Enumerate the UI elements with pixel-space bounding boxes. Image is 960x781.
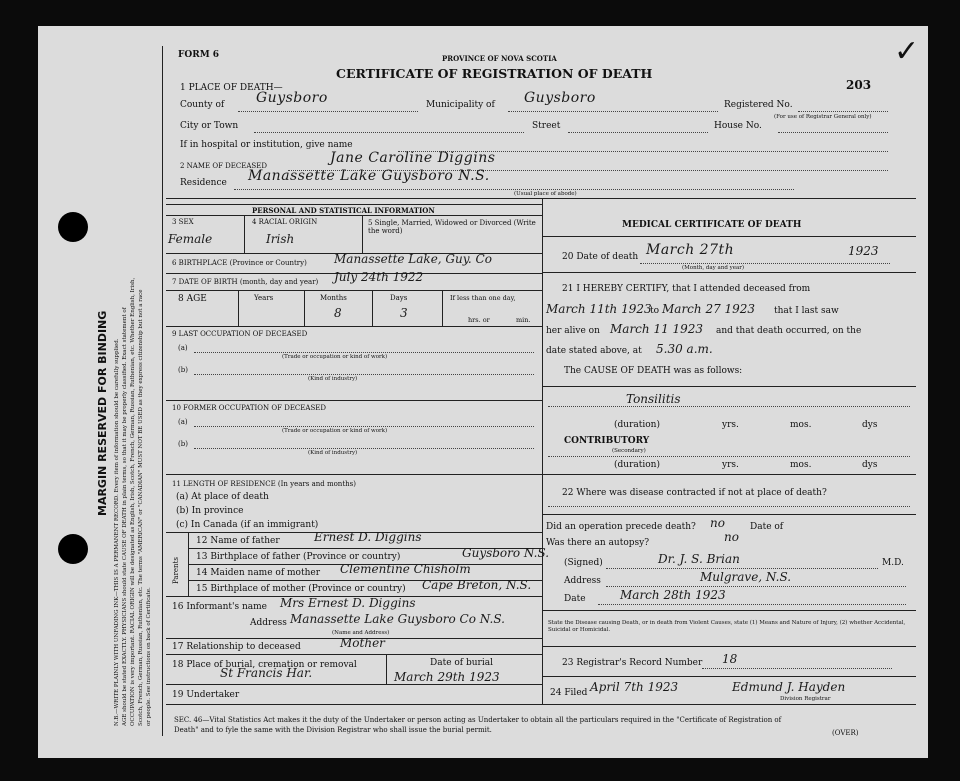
residence-in-canada: (c) In Canada (if an immigrant) xyxy=(176,520,319,530)
certificate-sheet xyxy=(38,26,928,758)
margin-heading: MARGIN RESERVED FOR BINDING xyxy=(96,310,109,516)
alive-date-value: March 11 1923 xyxy=(610,322,704,336)
violent-causes-note: State the Disease causing Death, or in death from Violent Causes, state (1) Means and Nature of Injury, (2) whether Accidental, Suicidal or Homicidal. xyxy=(548,620,906,633)
last-occupation-label: 9 LAST OCCUPATION OF DECEASED xyxy=(172,330,308,338)
marital-label: 5 Single, Married, Widowed or Divorced (Write the word) xyxy=(368,219,536,235)
md-label: M.D. xyxy=(882,558,904,568)
days-label: Days xyxy=(390,294,408,302)
margin-note-5: or people. See instructions on back of Certificate. xyxy=(146,587,152,726)
record-number-value: 18 xyxy=(722,652,738,666)
former-occupation-label: 10 FORMER OCCUPATION OF DECEASED xyxy=(172,404,326,412)
medical-header: MEDICAL CERTIFICATE OF DEATH xyxy=(622,220,802,230)
parents-label: Parents xyxy=(172,557,180,584)
name-address-note: (Name and Address) xyxy=(332,630,390,636)
binding-hole-bottom xyxy=(58,534,88,564)
registrar-note: (For use of Registrar General only) xyxy=(774,114,872,120)
date-of-death-label: 20 Date of death xyxy=(562,252,639,262)
less-than-day-label: If less than one day, xyxy=(450,294,516,302)
year-of-death-value: 1923 xyxy=(848,244,879,258)
dob-label: 7 DATE OF BIRTH (month, day and year) xyxy=(172,278,319,286)
former-occ-industry-note: (Kind of industry) xyxy=(308,450,358,456)
cause-duration-label: (duration) xyxy=(614,420,660,430)
mother-name-value: Clementine Chisholm xyxy=(340,562,471,576)
mother-name-label: 14 Maiden name of mother xyxy=(196,568,321,578)
contrib-dys-label: dys xyxy=(862,460,878,470)
certify-label: 21 I HEREBY CERTIFY, that I attended deceased from xyxy=(562,284,811,294)
autopsy-label: Was there an autopsy? xyxy=(546,538,650,548)
municipality-label: Municipality of xyxy=(426,100,495,110)
date-stated-label: date stated above, at xyxy=(546,346,642,356)
physician-address-label: Address xyxy=(564,576,601,586)
city-label: City or Town xyxy=(180,121,239,131)
personal-header: PERSONAL AND STATISTICAL INFORMATION xyxy=(252,206,435,215)
undertaker-label: 19 Undertaker xyxy=(172,690,240,700)
length-of-residence-label: 11 LENGTH OF RESIDENCE (In years and months) xyxy=(172,480,356,488)
informant-address-label: Address xyxy=(250,618,287,628)
cause-of-death-value: Tonsilitis xyxy=(626,392,681,406)
deceased-name-label: 2 NAME OF DECEASED xyxy=(180,162,267,170)
form-number: FORM 6 xyxy=(178,50,220,60)
mother-birthplace-label: 15 Birthplace of mother (Province or country) xyxy=(196,584,406,594)
hrs-label: hrs. or xyxy=(468,316,490,324)
birthplace-label: 6 BIRTHPLACE (Province or Country) xyxy=(172,259,307,267)
filed-label: 24 Filed xyxy=(550,688,588,698)
physician-address-value: Mulgrave, N.S. xyxy=(700,570,792,584)
last-occ-a: (a) xyxy=(178,344,188,352)
sex-value: Female xyxy=(168,232,213,246)
municipality-value: Guysboro xyxy=(524,90,596,106)
former-occ-b: (b) xyxy=(178,440,188,448)
birthplace-value: Manassette Lake, Guy. Co xyxy=(334,252,492,266)
father-birthplace-value: Guysboro N.S. xyxy=(462,546,550,560)
time-of-death-value: 5.30 a.m. xyxy=(656,342,713,356)
cause-mos-label: mos. xyxy=(790,420,812,430)
burial-date-value: March 29th 1923 xyxy=(394,670,500,684)
margin-line xyxy=(162,46,163,736)
mother-birthplace-value: Cape Breton, N.S. xyxy=(422,578,532,592)
cause-yrs-label: yrs. xyxy=(722,420,739,430)
last-occ-industry-note: (Kind of industry) xyxy=(308,376,358,382)
registered-no-label: Registered No. xyxy=(724,100,793,110)
informant-address-value: Manassette Lake Guysboro Co N.S. xyxy=(290,612,505,626)
relationship-label: 17 Relationship to deceased xyxy=(172,642,301,652)
former-occ-a: (a) xyxy=(178,418,188,426)
months-label: Months xyxy=(320,294,347,302)
min-label: min. xyxy=(516,316,531,324)
informant-value: Mrs Ernest D. Diggins xyxy=(280,596,416,610)
signed-date-label: Date xyxy=(564,594,586,604)
former-occ-trade-note: (Trade or occupation or kind of work) xyxy=(282,428,388,434)
date-of-label: Date of xyxy=(750,522,784,532)
last-occ-trade-note: (Trade or occupation or kind of work) xyxy=(282,354,388,360)
last-saw-label: that I last saw xyxy=(774,306,839,316)
death-occurred-label: and that death occurred, on the xyxy=(716,326,862,336)
margin-note-2: AGE should be stated EXACTLY. PHYSICIANS should state CAUSE OF DEATH in plain terms, so that it may be properly classified. Exact statement of xyxy=(122,307,128,726)
date-death-note: (Month, day and year) xyxy=(682,265,745,271)
alive-label: her alive on xyxy=(546,326,600,336)
burial-date-label: Date of burial xyxy=(430,658,493,668)
certificate-title: CERTIFICATE OF REGISTRATION OF DEATH xyxy=(336,66,653,81)
filed-date-value: April 7th 1923 xyxy=(590,680,679,694)
residence-label: Residence xyxy=(180,178,227,188)
days-value: 3 xyxy=(400,306,408,320)
contrib-duration-label: (duration) xyxy=(614,460,660,470)
register-number: 203 xyxy=(846,78,872,92)
cause-of-death-label: The CAUSE OF DEATH was as follows: xyxy=(564,366,743,376)
contrib-mos-label: mos. xyxy=(790,460,812,470)
county-value: Guysboro xyxy=(256,90,328,106)
margin-note-4: Scotch, French, German, Russian, Ruthenian, etc. The terms "AMERICAN" or "CANADIAN" MUST NOT BE USED as they express citizenship but not a race xyxy=(138,289,144,726)
operation-value: no xyxy=(710,516,725,530)
record-number-label: 23 Registrar's Record Number xyxy=(562,658,703,668)
province-title: PROVINCE OF NOVA SCOTIA xyxy=(442,54,557,63)
father-birthplace-label: 13 Birthplace of father (Province or country) xyxy=(196,552,401,562)
attended-to-value: March 27 1923 xyxy=(662,302,756,316)
residence-in-province: (b) In province xyxy=(176,506,244,516)
relationship-value: Mother xyxy=(340,636,385,650)
residence-at-place: (a) At place of death xyxy=(176,492,269,502)
date-of-death-value: March 27th xyxy=(646,242,735,258)
hospital-label: If in hospital or institution, give name xyxy=(180,140,353,150)
months-value: 8 xyxy=(334,306,342,320)
father-name-value: Ernest D. Diggins xyxy=(314,530,422,544)
footer-line-1: SEC. 46—Vital Statistics Act makes it the duty of the Undertaker or person acting as Undertaker to obtain all the particulars required in the "Certificate of Registration of xyxy=(174,716,782,724)
informant-label: 16 Informant's name xyxy=(172,602,268,612)
attended-from-value: March 11th 1923 xyxy=(546,302,652,316)
margin-note-3: OCCUPATION is very important. RACIAL ORIGIN will be designated as English, Irish, Scotch, French, German, Russian, Ruthenian, etc. Whether English, Irish, xyxy=(130,277,136,726)
division-registrar-note: Division Registrar xyxy=(780,696,831,702)
burial-label: 18 Place of burial, cremation or removal xyxy=(172,660,357,670)
contrib-yrs-label: yrs. xyxy=(722,460,739,470)
signed-label: (Signed) xyxy=(564,558,603,568)
age-label: 8 AGE xyxy=(178,294,207,304)
sex-label: 3 SEX xyxy=(172,218,194,226)
father-name-label: 12 Name of father xyxy=(196,536,280,546)
registrar-signature: Edmund J. Hayden xyxy=(732,680,846,694)
contributory-label: CONTRIBUTORY xyxy=(564,436,650,446)
racial-origin-label: 4 RACIAL ORIGIN xyxy=(252,218,318,226)
residence-value: Manassette Lake Guysboro N.S. xyxy=(248,168,490,184)
signed-value: Dr. J. S. Brian xyxy=(658,552,740,566)
signed-date-value: March 28th 1923 xyxy=(620,588,726,602)
footer-over: (OVER) xyxy=(832,729,859,737)
center-divider xyxy=(542,198,543,704)
q22-label: 22 Where was disease contracted if not at place of death? xyxy=(562,488,827,498)
operation-label: Did an operation precede death? xyxy=(546,522,696,532)
last-occ-b: (b) xyxy=(178,366,188,374)
to-label: to xyxy=(650,306,660,316)
county-label: County of xyxy=(180,100,225,110)
autopsy-value: no xyxy=(724,530,739,544)
secondary-note: (Secondary) xyxy=(612,448,646,454)
binding-hole-top xyxy=(58,212,88,242)
deceased-name-value: Jane Caroline Diggins xyxy=(330,150,496,166)
check-mark-icon: ✓ xyxy=(894,34,920,69)
cause-dys-label: dys xyxy=(862,420,878,430)
years-label: Years xyxy=(254,294,274,302)
dob-value: July 24th 1922 xyxy=(334,270,424,284)
place-of-death-heading: 1 PLACE OF DEATH— xyxy=(180,83,283,93)
footer-line-2: Death" and to fyle the same with the Division Registrar who shall issue the burial permit. xyxy=(174,726,492,734)
margin-note-1: N.B.—WRITE PLAINLY WITH UNFADING INK—THIS IS A PERMANENT RECORD. Every item of information should be carefully supplied. xyxy=(114,338,120,726)
street-label: Street xyxy=(532,121,561,131)
abode-note: (Usual place of abode) xyxy=(514,191,577,197)
racial-origin-value: Irish xyxy=(266,232,295,246)
burial-place-value: St Francis Har. xyxy=(220,666,313,680)
house-no-label: House No. xyxy=(714,121,762,131)
